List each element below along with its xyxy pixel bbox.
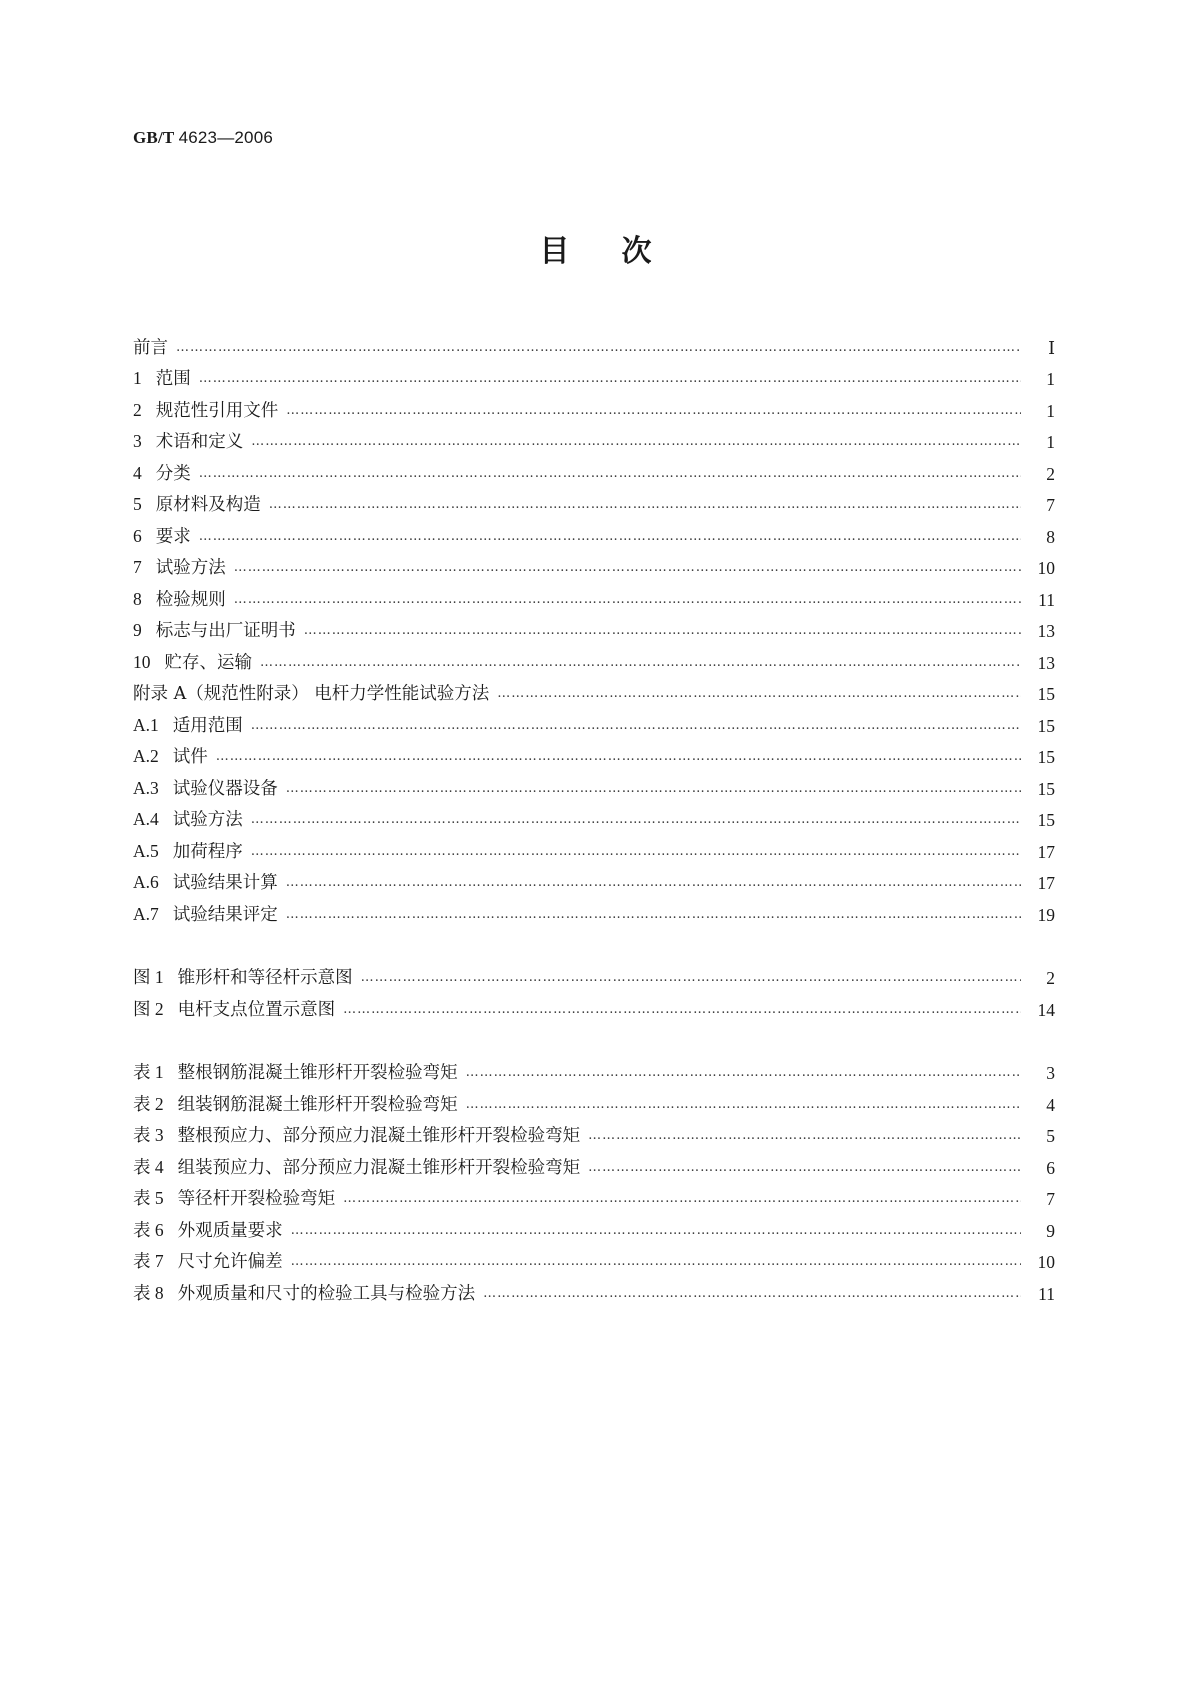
toc-number: 5: [133, 494, 142, 514]
toc-page: 15: [1037, 810, 1055, 830]
toc-page: 2: [1046, 968, 1055, 988]
leader-dots: [291, 1252, 1021, 1272]
toc-label: 要求: [155, 526, 191, 547]
toc-label: 整根钢筋混凝土锥形杆开裂检验弯矩: [177, 1063, 458, 1083]
toc-page: 1: [1046, 432, 1055, 452]
toc-page: 1: [1046, 369, 1055, 389]
toc-label: 标志与出厂证明书: [155, 621, 296, 641]
toc-page: 10: [1037, 558, 1055, 578]
toc-number: 表 4: [133, 1156, 164, 1177]
toc-number: 表 3: [133, 1125, 164, 1145]
toc-entry[interactable]: [133, 895, 1055, 927]
leader-dots: [199, 369, 1021, 389]
toc-page: Ⅰ: [1048, 337, 1055, 358]
toc-label: 前言: [133, 337, 168, 358]
toc-label: 整根预应力、部分预应力混凝土锥形杆开裂检验弯矩: [177, 1126, 581, 1146]
toc-entry[interactable]: [133, 486, 1055, 518]
leader-dots: [343, 1189, 1021, 1209]
leader-dots: [588, 1158, 1021, 1178]
toc-number: 表 2: [133, 1093, 164, 1114]
toc-label: 外观质量要求: [177, 1220, 283, 1241]
toc-label: 电杆支点位置示意图: [177, 999, 336, 1020]
toc-label: 原材料及构造: [155, 495, 261, 515]
toc-figure-entry[interactable]: [133, 959, 1055, 991]
toc-label: 试件: [172, 747, 208, 767]
toc-page: 15: [1037, 778, 1055, 799]
toc-number: 表 5: [133, 1188, 164, 1208]
toc-entry[interactable]: [133, 580, 1055, 612]
leader-dots: [251, 810, 1021, 830]
toc-label: 组装预应力、部分预应力混凝土锥形杆开裂检验弯矩: [177, 1157, 581, 1178]
toc-page: 3: [1046, 1063, 1055, 1083]
leader-dots: [176, 338, 1021, 358]
toc-page: 17: [1037, 873, 1055, 893]
toc-entry[interactable]: [133, 643, 1055, 675]
leader-dots: [286, 779, 1021, 799]
toc-number: 3: [133, 431, 142, 451]
toc-label: 外观质量和尺寸的检验工具与检验方法: [177, 1283, 476, 1304]
toc-table-entry[interactable]: [133, 1054, 1055, 1086]
toc-number: 6: [133, 525, 142, 546]
section-gap: [133, 927, 1055, 959]
toc-figure-entry[interactable]: [133, 990, 1055, 1022]
toc-page: 2: [1046, 463, 1055, 484]
toc-page: 15: [1037, 747, 1055, 767]
toc-entry[interactable]: [133, 832, 1055, 864]
toc-label: 分类: [155, 463, 191, 484]
toc-entry[interactable]: [133, 864, 1055, 896]
toc-number: 表 8: [133, 1282, 164, 1303]
toc-label: 附录 A（规范性附录） 电杆力学性能试验方法: [133, 684, 490, 704]
toc-entry[interactable]: [133, 360, 1055, 392]
toc-page: 9: [1046, 1220, 1055, 1241]
toc-number: A.2: [133, 746, 159, 766]
toc-label: 组装钢筋混凝土锥形杆开裂检验弯矩: [177, 1094, 458, 1115]
toc-label: 试验结果评定: [172, 904, 278, 925]
toc-entry[interactable]: [133, 517, 1055, 549]
toc-page: 15: [1037, 715, 1055, 736]
toc-page: 7: [1046, 495, 1055, 515]
page-title: 目次: [539, 234, 704, 269]
toc-entry[interactable]: [133, 549, 1055, 581]
leader-dots: [497, 684, 1021, 704]
toc-number: 10: [133, 651, 151, 672]
code-number: 4623—2006: [178, 128, 274, 147]
toc-number: 图 1: [133, 967, 164, 987]
leader-dots: [199, 464, 1021, 484]
leader-dots: [251, 432, 1021, 452]
toc-label: 尺寸允许偏差: [177, 1252, 283, 1272]
toc-entry[interactable]: [133, 391, 1055, 423]
toc-label: 检验规则: [155, 589, 226, 610]
toc-table-entry[interactable]: [133, 1274, 1055, 1306]
toc-table-entry[interactable]: [133, 1085, 1055, 1117]
toc-page: 5: [1046, 1126, 1055, 1146]
leader-dots: [588, 1126, 1021, 1146]
table-of-contents: [133, 328, 1055, 1306]
toc-page: 1: [1046, 400, 1055, 421]
code-prefix: GB/T: [133, 128, 175, 147]
toc-number: A.6: [133, 872, 159, 892]
toc-label: 贮存、运输: [164, 652, 252, 673]
toc-number: 1: [133, 368, 142, 388]
toc-label: 适用范围: [172, 715, 243, 736]
leader-dots: [466, 1063, 1021, 1083]
toc-entry[interactable]: [133, 801, 1055, 833]
leader-dots: [343, 1000, 1021, 1020]
toc-number: A.4: [133, 809, 159, 829]
toc-number: 4: [133, 462, 142, 483]
leader-dots: [251, 716, 1021, 736]
toc-entry[interactable]: [133, 738, 1055, 770]
toc-number: A.3: [133, 777, 159, 798]
leader-dots: [234, 558, 1021, 578]
toc-label: 范围: [155, 369, 191, 389]
toc-label: 锥形杆和等径杆示意图: [177, 968, 353, 988]
leader-dots: [286, 873, 1021, 893]
leader-dots: [291, 1221, 1021, 1241]
toc-page: 13: [1037, 621, 1055, 641]
leader-dots: [304, 621, 1021, 641]
toc-table-entry[interactable]: [133, 1148, 1055, 1180]
toc-number: A.7: [133, 903, 159, 924]
leader-dots: [286, 905, 1021, 925]
toc-label: 等径杆开裂检验弯矩: [177, 1189, 336, 1209]
toc-number: 2: [133, 399, 142, 420]
toc-page: 15: [1037, 684, 1055, 704]
toc-label: 试验方法: [155, 558, 226, 578]
leader-dots: [286, 401, 1021, 421]
leader-dots: [251, 842, 1021, 862]
toc-page: 6: [1046, 1157, 1055, 1178]
toc-number: 表 7: [133, 1251, 164, 1271]
toc-page: 4: [1046, 1094, 1055, 1115]
toc-page: 14: [1037, 999, 1055, 1020]
toc-number: 8: [133, 588, 142, 609]
toc-page: 8: [1046, 526, 1055, 547]
leader-dots: [199, 527, 1021, 547]
toc-entry[interactable]: [133, 612, 1055, 644]
toc-number: 图 2: [133, 998, 164, 1019]
section-gap: [133, 1022, 1055, 1054]
leader-dots: [483, 1284, 1021, 1304]
leader-dots: [361, 968, 1021, 988]
toc-table-entry[interactable]: [133, 1243, 1055, 1275]
toc-number: A.1: [133, 714, 159, 735]
toc-number: 9: [133, 620, 142, 640]
toc-number: A.5: [133, 840, 159, 861]
toc-label: 加荷程序: [172, 841, 243, 862]
toc-entry-foreword[interactable]: [133, 328, 1055, 360]
leader-dots: [234, 590, 1021, 610]
toc-page: 13: [1037, 652, 1055, 673]
leader-dots: [269, 495, 1021, 515]
toc-table-entry[interactable]: [133, 1211, 1055, 1243]
toc-entry-appendix-a[interactable]: [133, 675, 1055, 707]
toc-page: 11: [1038, 1283, 1055, 1304]
toc-label: 试验仪器设备: [172, 778, 278, 799]
toc-table-entry[interactable]: [133, 1180, 1055, 1212]
toc-label: 术语和定义: [155, 432, 244, 452]
toc-label: 规范性引用文件: [155, 400, 279, 421]
leader-dots: [466, 1095, 1021, 1115]
document-code: [133, 128, 273, 148]
toc-label: 试验方法: [172, 810, 243, 830]
toc-page: 10: [1037, 1252, 1055, 1272]
toc-entry[interactable]: [133, 423, 1055, 455]
toc-page: 19: [1037, 904, 1055, 925]
toc-page: 17: [1037, 841, 1055, 862]
leader-dots: [216, 747, 1021, 767]
toc-table-entry[interactable]: [133, 1117, 1055, 1149]
toc-page: 7: [1046, 1189, 1055, 1209]
toc-entry[interactable]: [133, 769, 1055, 801]
leader-dots: [260, 653, 1021, 673]
toc-number: 表 6: [133, 1219, 164, 1240]
toc-number: 表 1: [133, 1062, 164, 1082]
toc-number: 7: [133, 557, 142, 577]
toc-page: 11: [1038, 589, 1055, 610]
toc-entry[interactable]: [133, 706, 1055, 738]
toc-entry[interactable]: [133, 454, 1055, 486]
toc-label: 试验结果计算: [172, 873, 278, 893]
